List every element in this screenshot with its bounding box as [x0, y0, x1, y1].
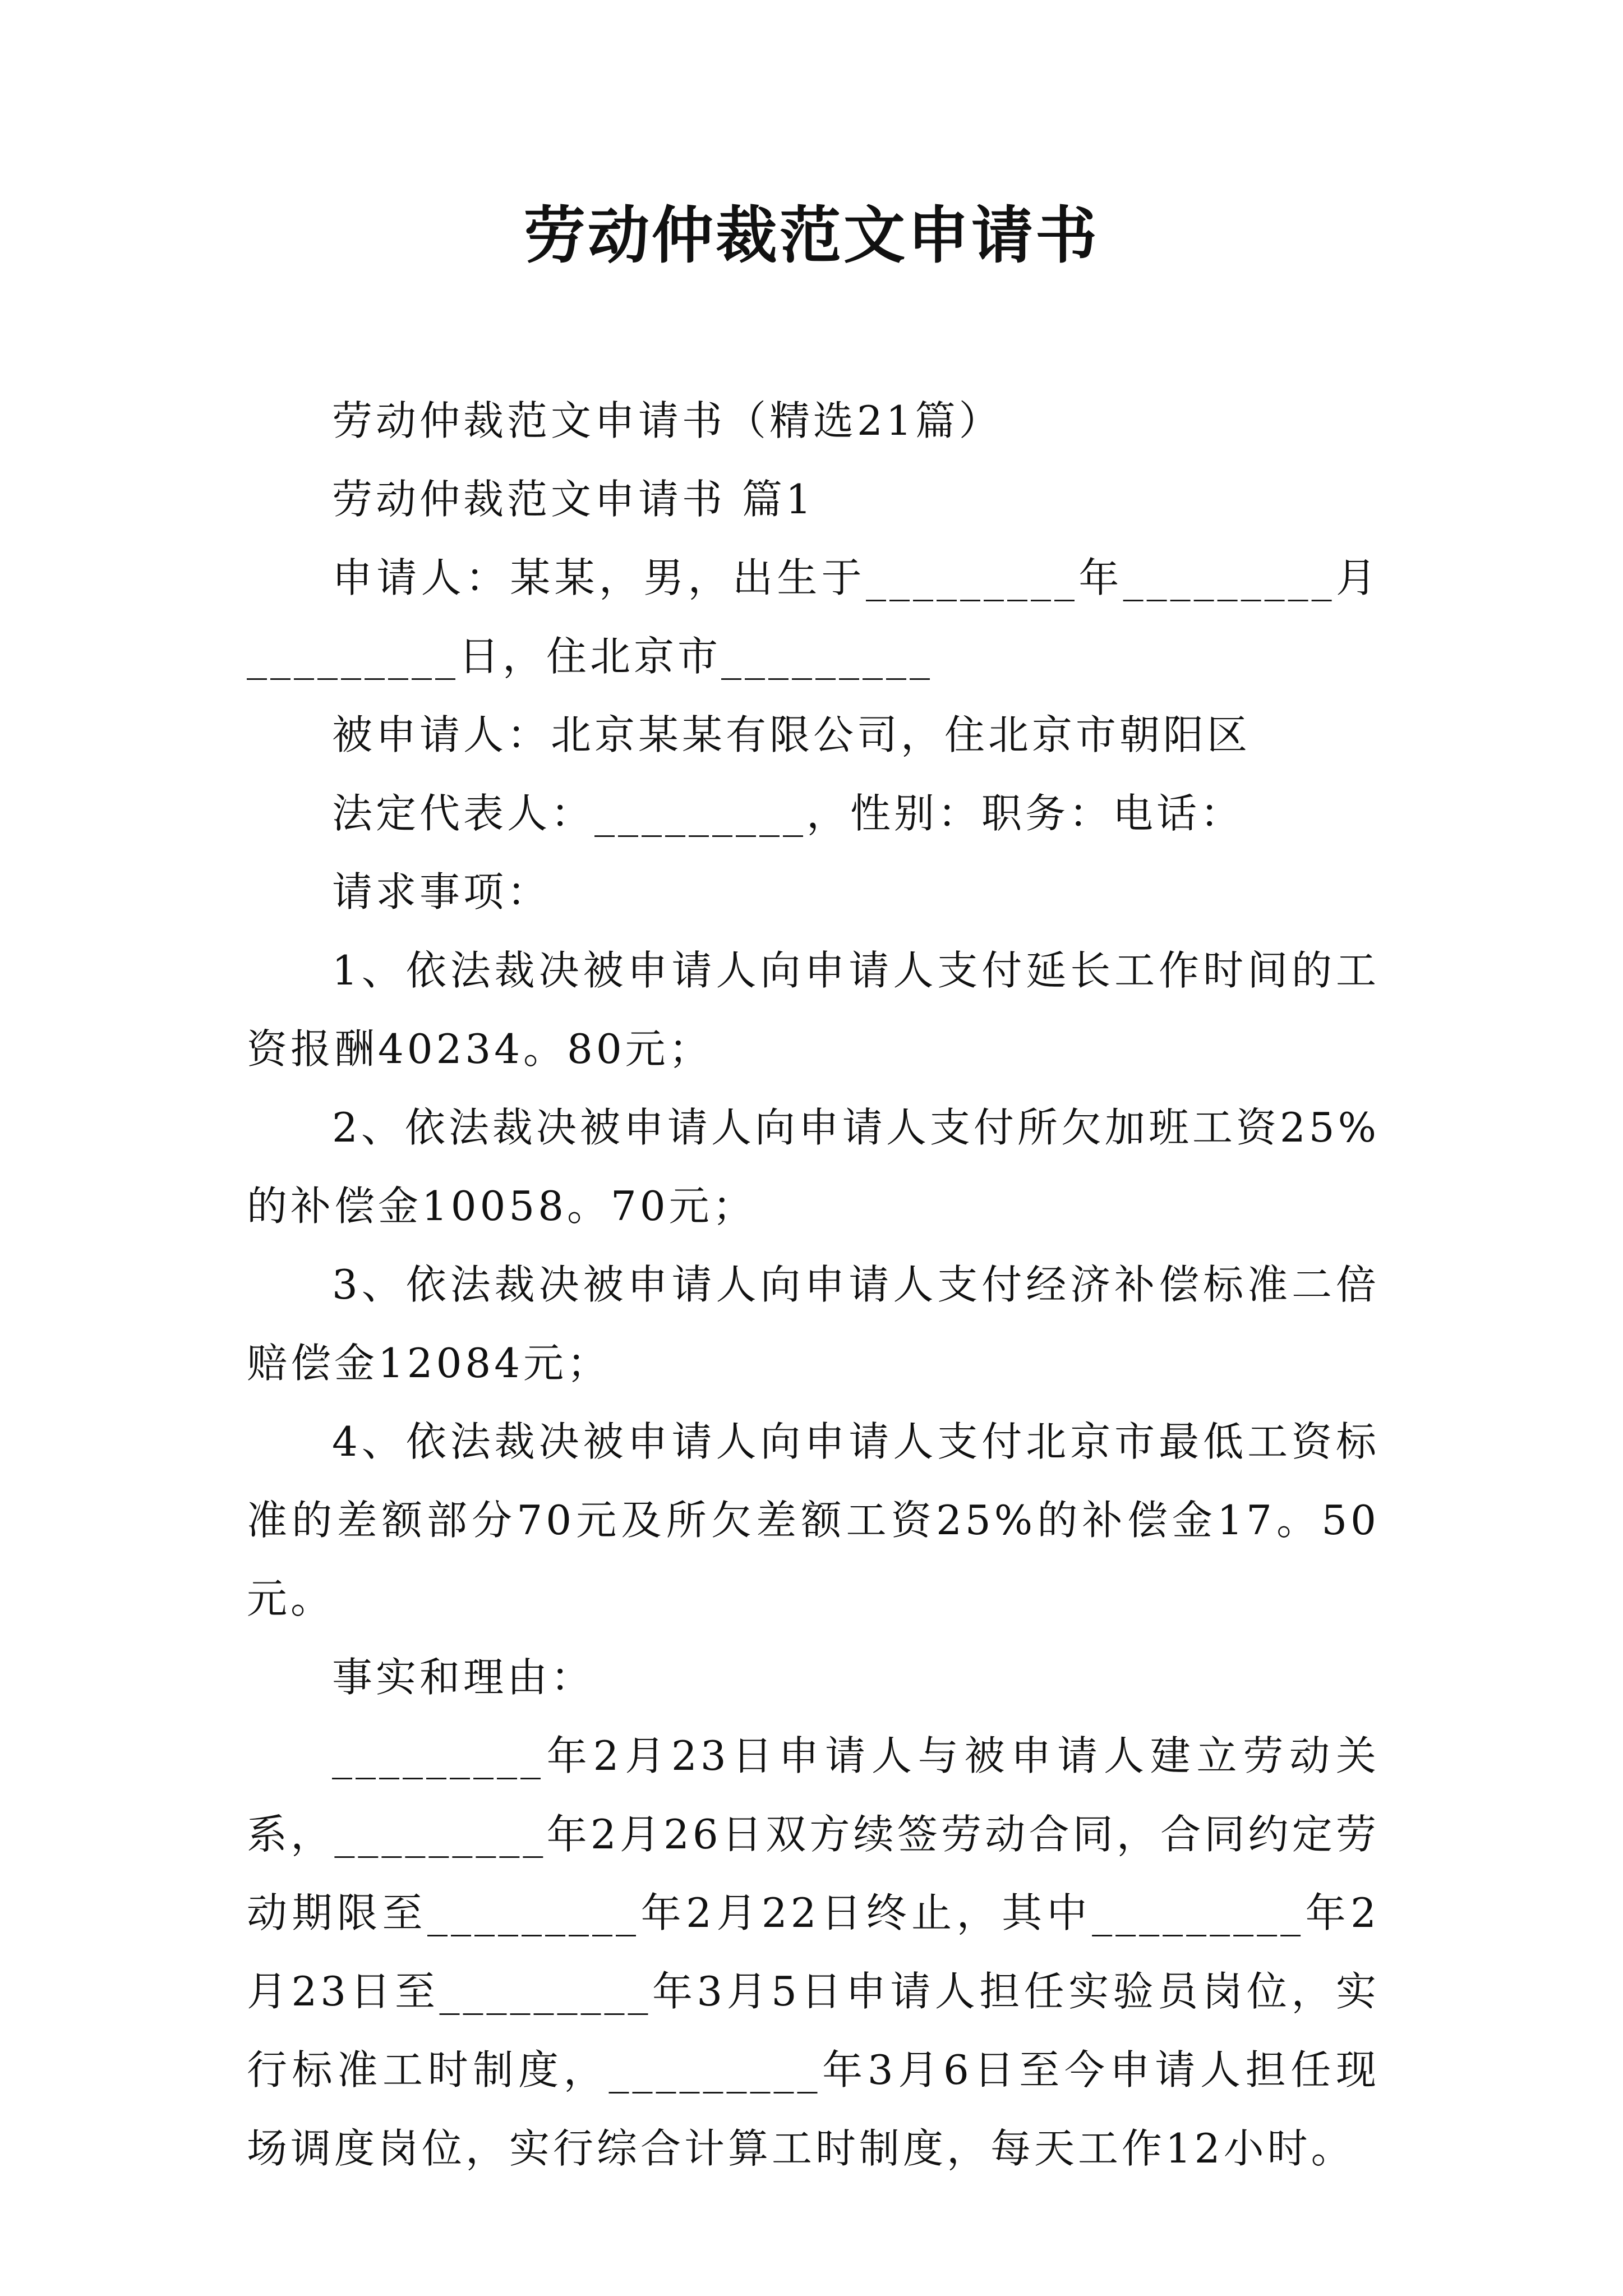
- paragraph-claims-heading: 请求事项：: [332, 868, 551, 915]
- paragraph-claim-1: 1、依法裁决被申请人向申请人支付延长工作时间的工资报酬40234。80元；: [247, 947, 1380, 1073]
- paragraph-subtitle: 劳动仲裁范文申请书（精选21篇）: [332, 397, 1003, 444]
- paragraph-facts: _________年2月23日申请人与被申请人建立劳动关系，_________年2月26日双方续签劳动合同，合同约定劳动期限至_________年2月22日终止，其中_________年2月23日至_________年3月5日申请人担任实验员岗位，实行标准工时制度，_________年3月6日至今申请人担任现场调度岗位，实行综合计算工时制度，每天工作12小时。: [247, 1732, 1380, 2172]
- paragraph-claim-4: 4、依法裁决被申请人向申请人支付北京市最低工资标准的差额部分70元及所欠差额工资25%的补偿金17。50元。: [247, 1418, 1380, 1622]
- paragraph-legal-representative: 法定代表人：_________，性别：职务：电话：: [332, 790, 1244, 837]
- paragraph-section-heading: 劳动仲裁范文申请书 篇1: [332, 476, 815, 523]
- document-title: 劳动仲裁范文申请书: [524, 199, 1099, 272]
- paragraph-respondent: 被申请人：北京某某有限公司，住北京市朝阳区: [332, 711, 1251, 758]
- paragraph-claim-2: 2、依法裁决被申请人向申请人支付所欠加班工资25%的补偿金10058。70元；: [247, 1104, 1380, 1230]
- paragraph-claim-3: 3、依法裁决被申请人向申请人支付经济补偿标准二倍赔偿金12084元；: [247, 1261, 1380, 1387]
- paragraph-facts-heading: 事实和理由：: [332, 1654, 595, 1701]
- document-body: [247, 381, 1380, 2188]
- paragraph-applicant: 申请人：某某，男，出生于_________年_________月_________日，住北京市_________: [247, 554, 1380, 680]
